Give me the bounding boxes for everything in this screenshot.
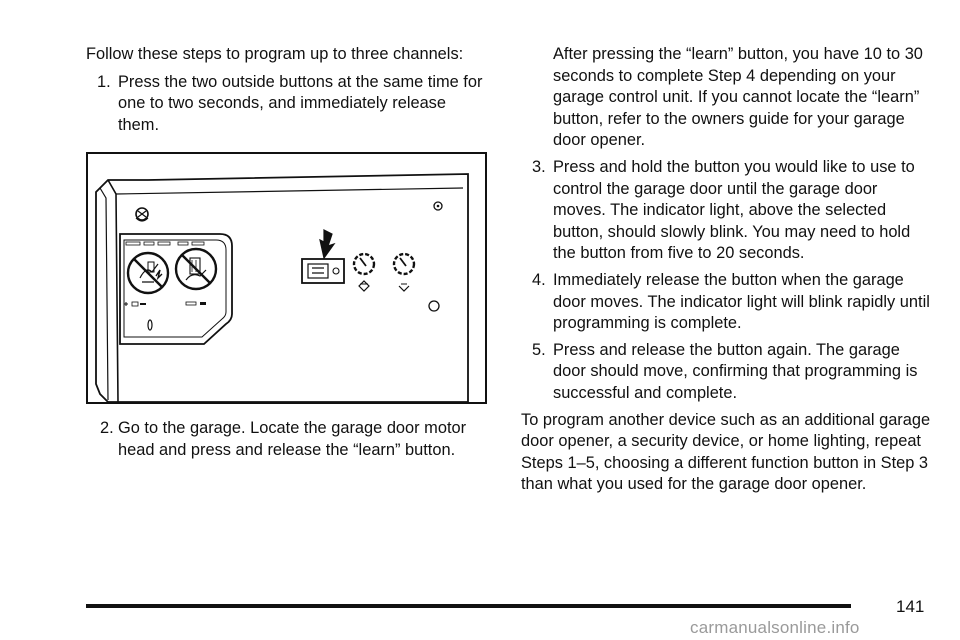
indicator-dial-icon [394,254,414,291]
step-5-text: Press and release the button again. The garage door should move, confirming that programming is successful and complete. [553,340,918,402]
step-4 [521,270,931,335]
pointer-arrow-icon [320,230,334,258]
step-1-number: 1. [97,72,111,91]
step-5 [521,340,931,405]
intro-paragraph: Follow these steps to program up to three channels: [86,45,464,63]
right-column [521,44,931,496]
step-5-number: 5. [532,340,546,359]
step-3-text: Press and hold the button you would like to use to control the garage door until the garage door moves. The indicator light, above the selected button, should slowly blink. You may need to hold the button from five to 20 seconds. [553,157,915,263]
step-1 [86,72,491,137]
remote-button-icon [302,259,344,283]
step-4-number: 4. [532,270,546,289]
prohibition-icon [128,253,168,293]
left-column [86,44,491,462]
watermark: carmanualsonline.info [690,618,860,637]
page-number: 141 [896,597,925,616]
step-1-text: Press the two outside buttons at the same time for one to two seconds, and immediately release them. [118,72,483,134]
prohibition-icon [176,249,216,289]
outro-paragraph: To program another device such as an additional garage door opener, a security device, or home lighting, repeat Steps 1–5, choosing a different function button in Step 3 than what you used for the garage door opener. [521,410,931,494]
step-2 [86,418,491,461]
learn-button-note: After pressing the “learn” button, you have 10 to 30 seconds to complete Step 4 depending on your garage control unit. If you cannot locate the “learn” button, refer to the owners guide for your garage door opener. [553,45,923,150]
step-3 [521,157,931,265]
garage-remote-illustration [86,152,487,404]
indicator-dial-icon [354,254,374,291]
screw-icon [136,208,148,221]
step-2-text: Go to the garage. Locate the garage door motor head and press and release the “learn” button. [118,419,467,459]
step-2-number: 2. [100,419,114,438]
overhead-console-drawing [88,154,489,406]
footer-rule [86,604,851,608]
step-3-number: 3. [532,157,546,176]
step-4-text: Immediately release the button when the garage door moves. The indicator light will blink rapidly until programming is complete. [553,270,930,333]
